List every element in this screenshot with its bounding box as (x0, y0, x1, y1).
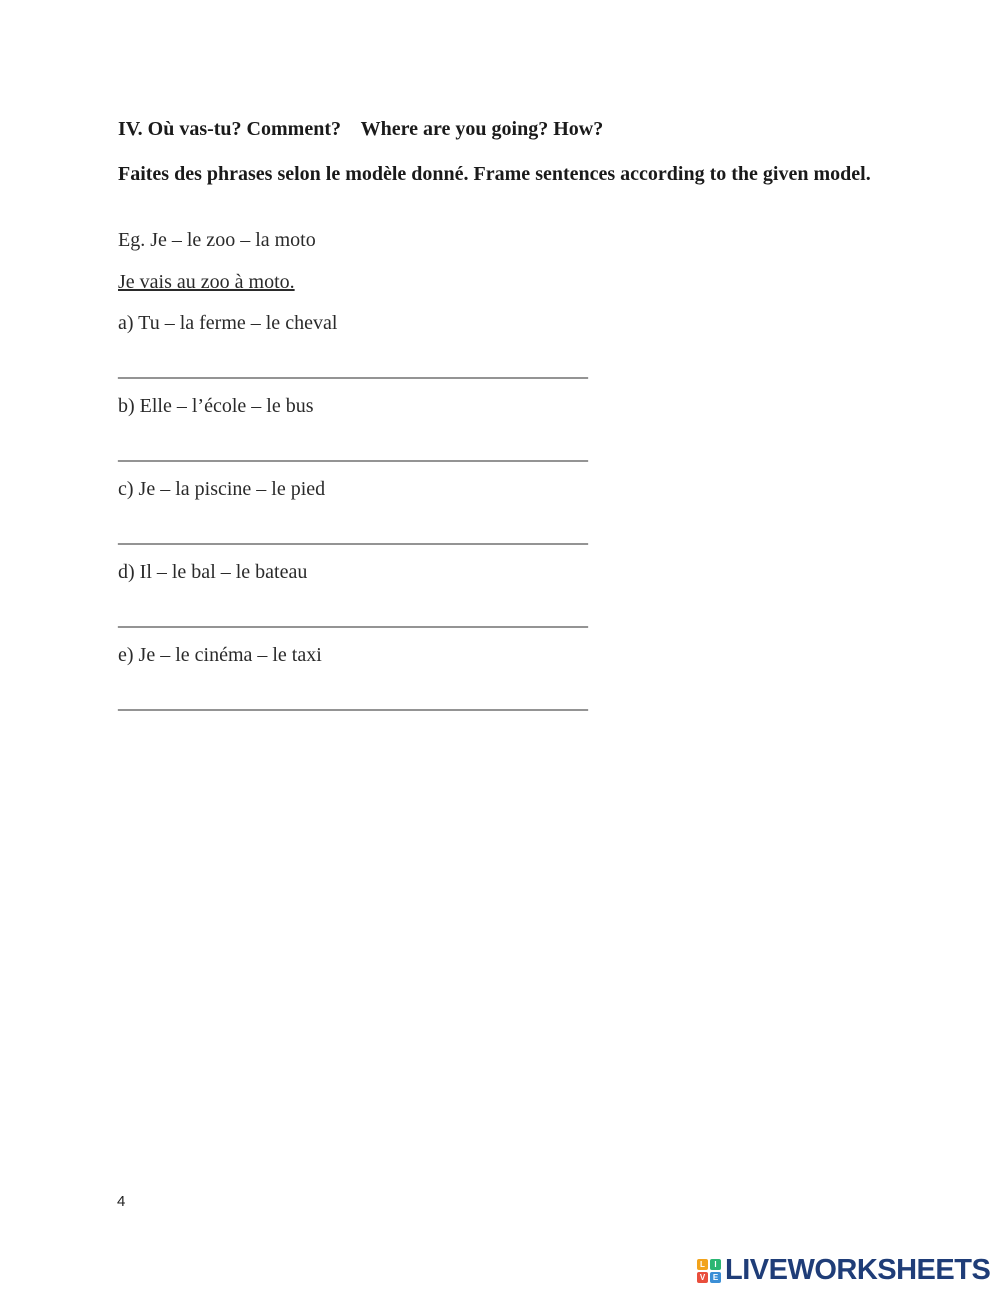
logo-text: LIVEWORKSHEETS (725, 1254, 991, 1286)
liveworksheets-logo-icon (697, 1259, 721, 1283)
page-number: 4 (117, 1193, 126, 1210)
example-answer: Je vais au zoo à moto. (118, 271, 295, 293)
liveworksheets-logo[interactable] (697, 1254, 990, 1287)
item-a-answer-line[interactable]: _______________________________________________ (118, 359, 588, 381)
logo-mark-l: L (697, 1259, 708, 1270)
item-d-answer-line[interactable]: _______________________________________________ (118, 608, 588, 630)
item-e-prompt: e) Je – le cinéma – le taxi (118, 644, 322, 666)
exercise-title: IV. Où vas-tu? Comment? Where are you going? How? (118, 118, 604, 140)
logo-mark-i: I (710, 1259, 721, 1270)
item-e-answer-line[interactable]: _______________________________________________ (118, 691, 588, 713)
item-b-prompt: b) Elle – l’école – le bus (118, 395, 314, 417)
item-d-prompt: d) Il – le bal – le bateau (118, 561, 308, 583)
logo-mark-e: E (710, 1272, 721, 1283)
item-b-answer-line[interactable]: _______________________________________________ (118, 442, 588, 464)
exercise-instruction: Faites des phrases selon le modèle donné. Frame sentences according to the given model. (118, 163, 871, 185)
item-c-answer-line[interactable]: _______________________________________________ (118, 525, 588, 547)
item-c-prompt: c) Je – la piscine – le pied (118, 478, 326, 500)
example-prompt: Eg. Je – le zoo – la moto (118, 229, 316, 251)
item-a-prompt: a) Tu – la ferme – le cheval (118, 312, 338, 334)
logo-mark-v: V (697, 1272, 708, 1283)
